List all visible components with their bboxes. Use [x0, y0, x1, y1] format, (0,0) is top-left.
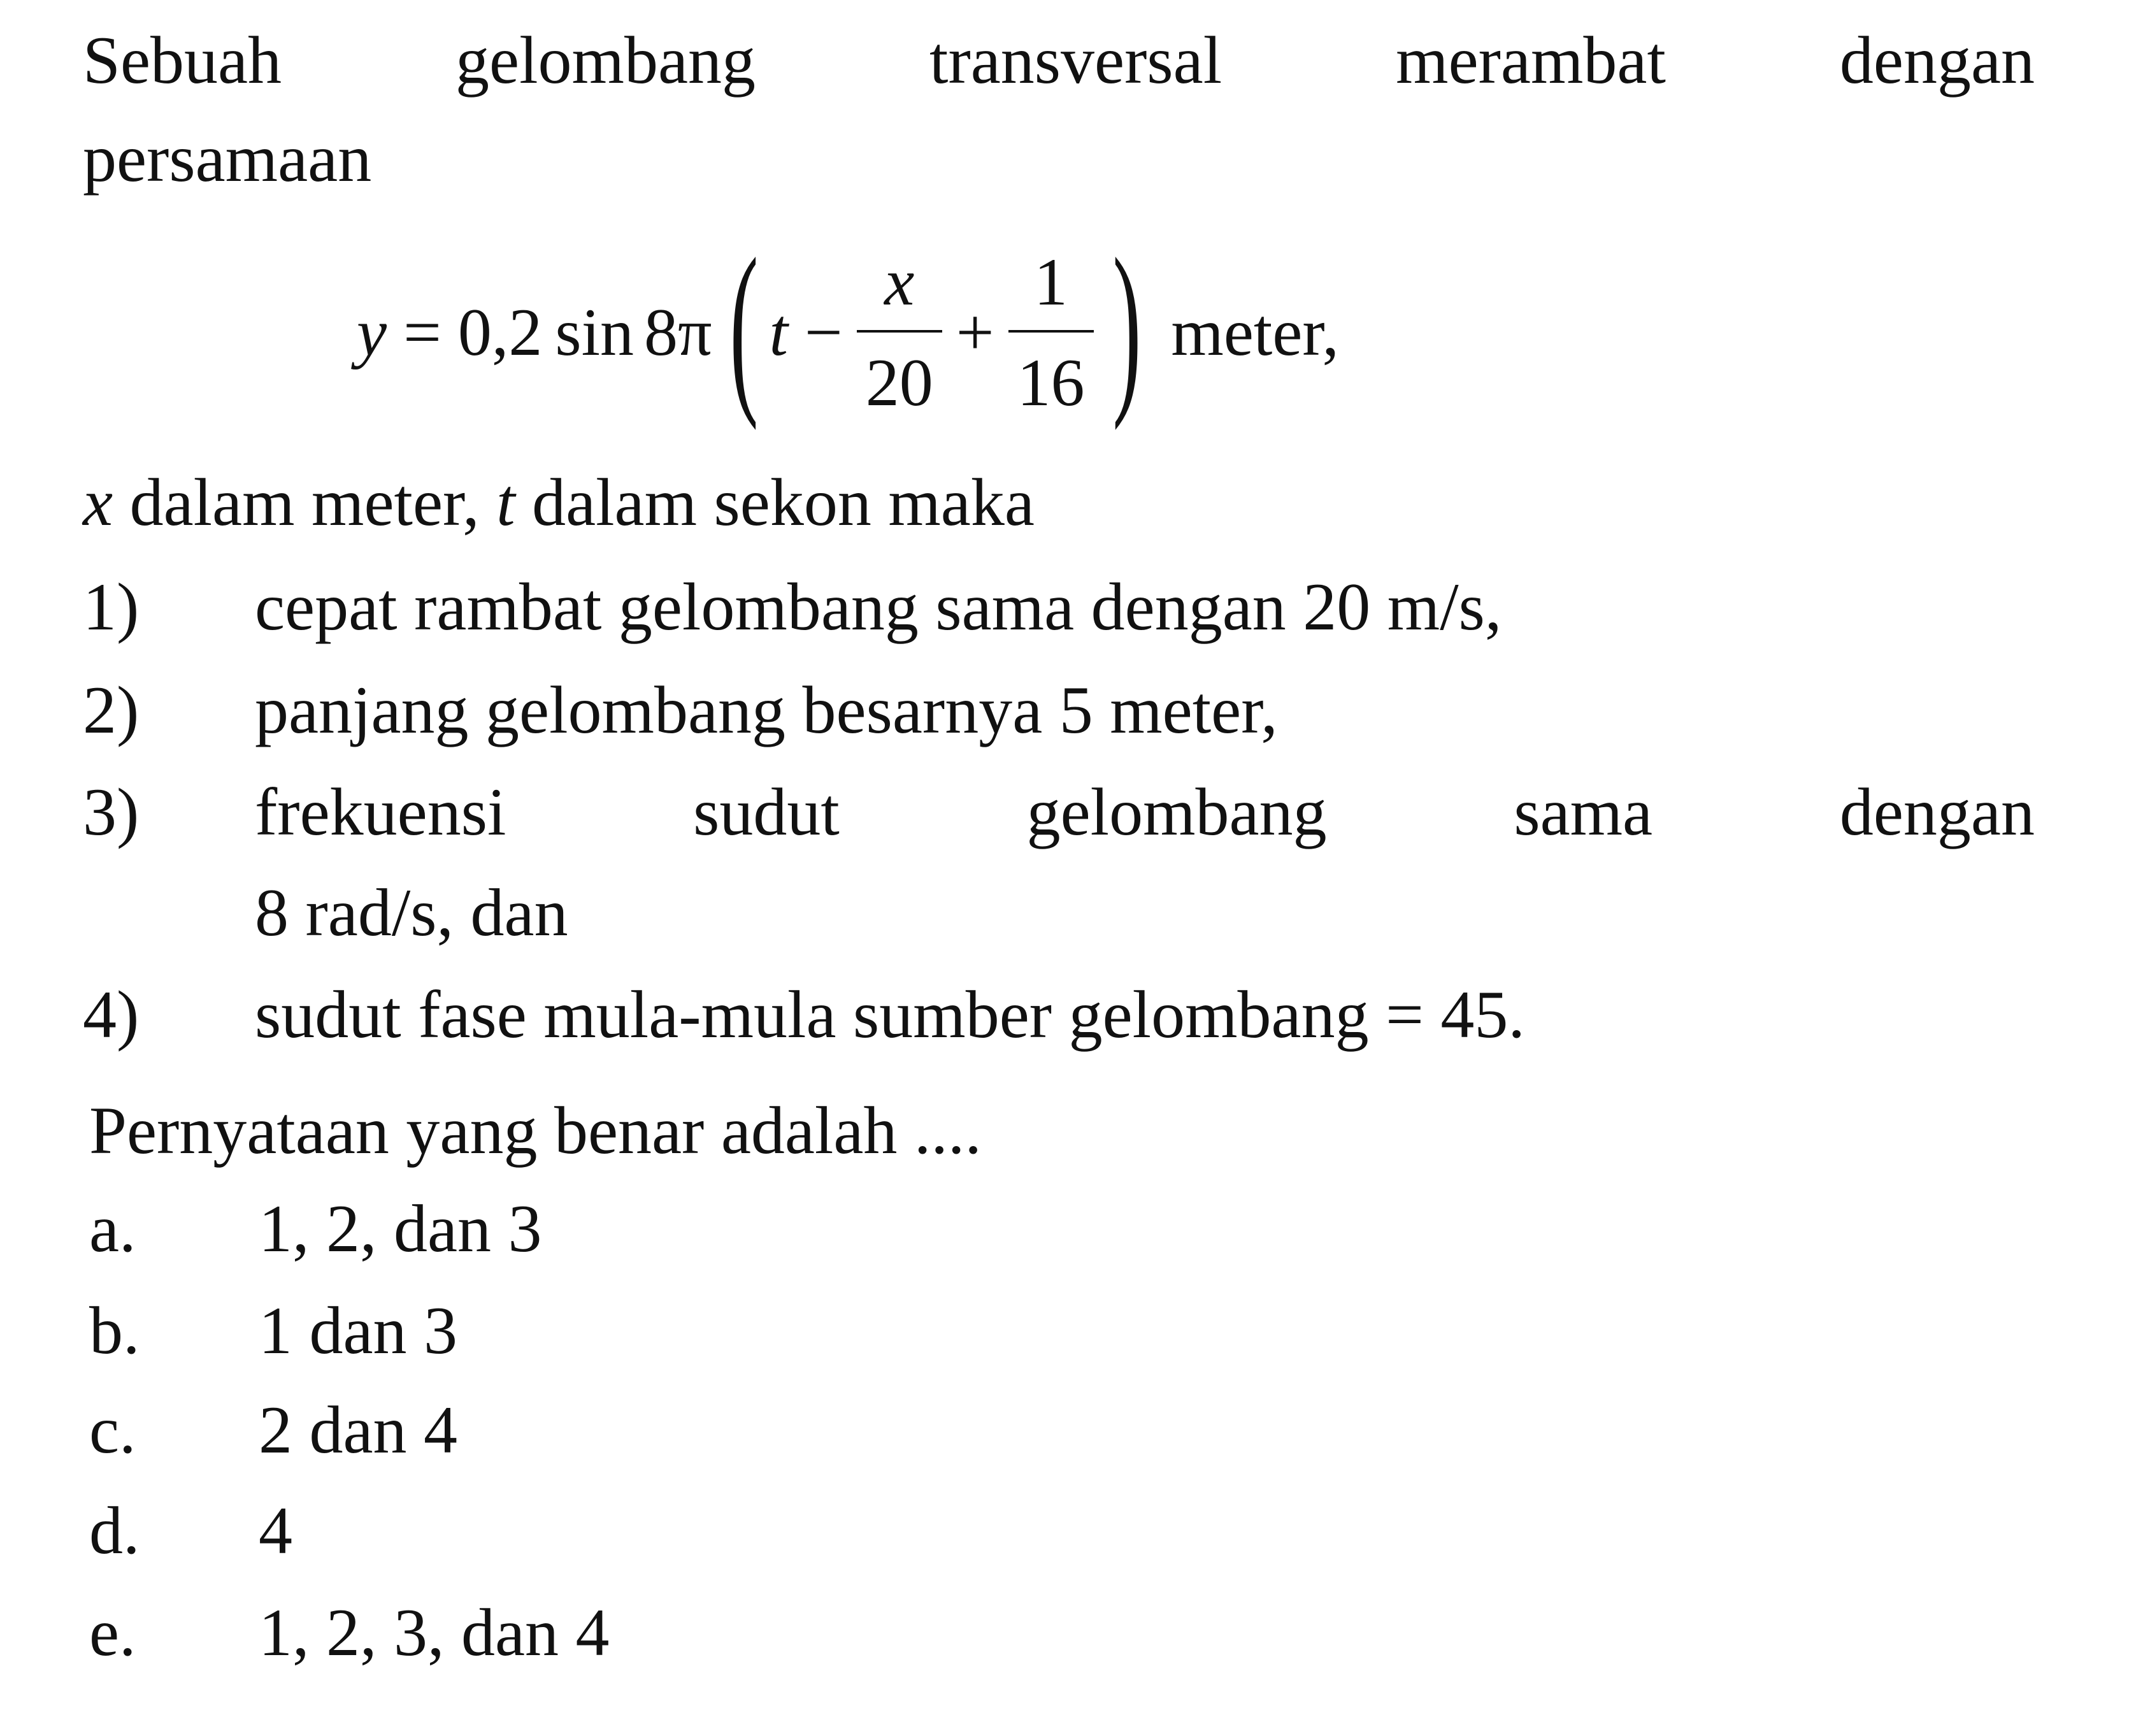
intro-line-1 — [83, 23, 2035, 97]
question-text: Pernyataan yang benar adalah .... — [89, 1093, 982, 1168]
equation-lhs: y — [357, 295, 387, 369]
option-d[interactable]: 4 — [259, 1493, 292, 1568]
fraction-denominator: 16 — [1017, 345, 1085, 420]
equation-open-paren: ( — [729, 219, 759, 431]
intro-word: gelombang — [455, 23, 756, 97]
equation-unit: meter, — [1171, 295, 1339, 369]
fraction-numerator: x — [884, 245, 915, 320]
variables-line — [83, 465, 1035, 540]
intro-word: merambat — [1396, 23, 1666, 97]
variable-x: x — [83, 465, 113, 540]
variables-text-1: dalam meter, — [113, 465, 497, 540]
option-c[interactable]: 2 dan 4 — [259, 1393, 458, 1467]
option-e[interactable]: 1, 2, 3, dan 4 — [259, 1595, 610, 1670]
fraction-numerator: 1 — [1034, 245, 1068, 320]
option-a[interactable]: 1, 2, dan 3 — [259, 1191, 542, 1266]
option-b[interactable]: 1 dan 3 — [259, 1293, 458, 1368]
variables-text-2: dalam sekon maka — [515, 465, 1035, 540]
equation-factor: 8π — [644, 295, 712, 369]
intro-word: Sebuah — [83, 23, 282, 97]
equation-function: sin — [555, 295, 634, 369]
fraction-bar — [857, 330, 942, 333]
fraction-bar — [1008, 330, 1094, 333]
option-label[interactable]: a. — [89, 1191, 136, 1266]
equation-coefficient: 0,2 — [457, 295, 543, 369]
statement-number: 1) — [83, 570, 140, 644]
statement-word: frekuensi — [255, 775, 506, 849]
intro-word: dengan — [1839, 23, 2035, 97]
equation-t: t — [769, 295, 788, 369]
option-label[interactable]: c. — [89, 1393, 136, 1467]
statement-number: 2) — [83, 673, 140, 747]
statement-text: cepat rambat gelombang sama dengan 20 m/s, — [255, 570, 1502, 644]
statement-word: sudut — [693, 775, 840, 849]
statement-text: panjang gelombang besarnya 5 meter, — [255, 673, 1278, 747]
statement-word: sama — [1514, 775, 1653, 849]
option-label[interactable]: b. — [89, 1293, 140, 1368]
fraction-denominator: 20 — [865, 345, 933, 420]
equation-plus: + — [956, 295, 994, 369]
wave-equation — [357, 219, 1339, 441]
statement-text — [255, 775, 2035, 849]
statement-text: sudut fase mula-mula sumber gelombang = 45. — [255, 977, 1525, 1052]
intro-word: transversal — [929, 23, 1222, 97]
statement-word: gelombang — [1026, 775, 1327, 849]
option-label[interactable]: d. — [89, 1493, 140, 1568]
statement-number: 4) — [83, 977, 140, 1052]
variable-t: t — [496, 465, 515, 540]
statement-word: dengan — [1839, 775, 2035, 849]
statement-continuation: 8 rad/s, dan — [255, 875, 568, 950]
intro-line-2: persamaan — [83, 121, 372, 196]
statement-number: 3) — [83, 775, 140, 849]
equation-minus: − — [804, 295, 843, 369]
fraction-1-over-16 — [1008, 243, 1094, 422]
equation-equals: = — [403, 295, 441, 369]
equation-close-paren: ) — [1112, 219, 1141, 431]
option-label[interactable]: e. — [89, 1595, 136, 1670]
fraction-x-over-20 — [857, 243, 942, 422]
